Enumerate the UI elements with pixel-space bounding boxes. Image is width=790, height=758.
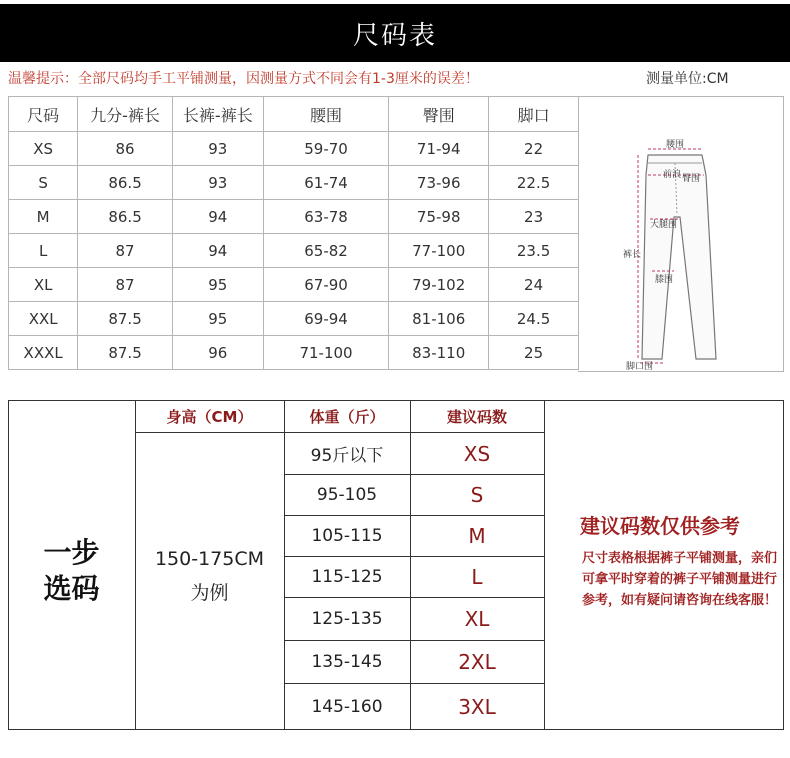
height-column-header: 身高（CM）: [166, 407, 253, 426]
table-cell: 87: [78, 234, 173, 268]
table-cell: 24: [489, 268, 579, 302]
table-cell: 95: [172, 268, 263, 302]
weight-cell: 145-160: [311, 697, 383, 717]
header-cell: 脚口: [489, 97, 579, 132]
size-cell: L: [471, 565, 483, 589]
table-cell: 94: [172, 234, 263, 268]
table-cell: 69-94: [263, 302, 388, 336]
size-column-header: 建议码数: [446, 407, 507, 426]
table-cell: 22: [489, 132, 579, 166]
table-cell: XL: [9, 268, 78, 302]
diagram-label-hem: 脚口围: [626, 362, 654, 372]
table-cell: 23: [489, 200, 579, 234]
weight-cell: 105-115: [311, 526, 383, 546]
diagram-label-waist: 腰围: [666, 140, 685, 150]
weight-cell: 135-145: [311, 652, 383, 672]
header-cell: 长裤-裤长: [172, 97, 263, 132]
diagram-label-length: 裤长: [623, 250, 642, 260]
size-cell: 2XL: [458, 650, 496, 674]
table-row: [9, 166, 579, 200]
table-cell: 79-102: [389, 268, 489, 302]
table-cell: S: [9, 166, 78, 200]
table-cell: 59-70: [263, 132, 388, 166]
pants-illustration: [578, 97, 784, 373]
height-range-value: 150-175CM: [154, 548, 265, 570]
pants-measurement-diagram: [578, 96, 784, 372]
size-cell: M: [468, 524, 486, 548]
table-cell: 83-110: [389, 336, 489, 370]
table-cell: 65-82: [263, 234, 388, 268]
size-cell: S: [470, 483, 484, 507]
table-row: [9, 200, 579, 234]
table-cell: 93: [172, 166, 263, 200]
weight-cell: 125-135: [311, 609, 383, 629]
table-cell: 75-98: [389, 200, 489, 234]
table-cell: 94: [172, 200, 263, 234]
table-cell: 24.5: [489, 302, 579, 336]
table-cell: 73-96: [389, 166, 489, 200]
table-cell: L: [9, 234, 78, 268]
header-cell: 腰围: [263, 97, 388, 132]
table-cell: 61-74: [263, 166, 388, 200]
measurement-notice: 温馨提示：全部尺码均手工平铺测量，因测量方式不同会有1-3厘米的误差！: [8, 71, 479, 87]
table-row: [9, 336, 579, 370]
table-row: [9, 302, 579, 336]
table-cell: 86: [78, 132, 173, 166]
table-cell: XXXL: [9, 336, 78, 370]
size-cell: XL: [464, 607, 490, 631]
size-table-header: [9, 97, 579, 132]
table-cell: 71-100: [263, 336, 388, 370]
table-cell: M: [9, 200, 78, 234]
weight-cell: 95斤以下: [310, 446, 384, 466]
one-step-size-label: [8, 535, 135, 607]
table-cell: 77-100: [389, 234, 489, 268]
table-cell: 93: [172, 132, 263, 166]
header-cell: 九分-裤长: [78, 97, 173, 132]
diagram-label-knee: 膝围: [655, 275, 674, 285]
header-cell: 尺码: [9, 97, 78, 132]
table-cell: 95: [172, 302, 263, 336]
table-cell: 86.5: [78, 200, 173, 234]
measurement-unit: 测量单位:CM: [646, 71, 729, 87]
table-cell: 22.5: [489, 166, 579, 200]
weight-cell: 115-125: [311, 567, 383, 587]
size-table: [8, 96, 579, 370]
table-cell: 81-106: [389, 302, 489, 336]
table-cell: 87: [78, 268, 173, 302]
recommendation-note-title: 建议码数仅供参考: [580, 514, 740, 538]
table-cell: 96: [172, 336, 263, 370]
header-cell: 臀围: [389, 97, 489, 132]
table-cell: 25: [489, 336, 579, 370]
table-cell: 23.5: [489, 234, 579, 268]
table-cell: XS: [9, 132, 78, 166]
weight-column-header: 体重（斤）: [309, 407, 385, 426]
size-cell: 3XL: [458, 695, 496, 719]
one-step-size-label-line1: 一步: [43, 536, 100, 569]
recommendation-note-body: 尺寸表格根据裤子平铺测量，亲们可拿平时穿着的裤子平铺测量进行参考，如有疑问请咨询在线客服！: [582, 551, 778, 608]
table-cell: 86.5: [78, 166, 173, 200]
one-step-size-label-line2: 选码: [43, 572, 100, 605]
table-cell: 63-78: [263, 200, 388, 234]
height-range: [135, 540, 284, 612]
table-cell: 87.5: [78, 302, 173, 336]
table-cell: XXL: [9, 302, 78, 336]
table-cell: 71-94: [389, 132, 489, 166]
diagram-label-thigh: 大腿围: [650, 220, 678, 230]
height-range-note: 为例: [190, 582, 229, 604]
page-title: 尺码表: [0, 4, 790, 62]
table-cell: 87.5: [78, 336, 173, 370]
table-row: [9, 132, 579, 166]
diagram-label-hip: 臀围: [682, 174, 701, 184]
weight-cell: 95-105: [316, 485, 378, 505]
table-row: [9, 234, 579, 268]
table-row: [9, 268, 579, 302]
size-cell: XS: [463, 441, 491, 466]
table-cell: 67-90: [263, 268, 388, 302]
diagram-label-front-rise: 前浪: [663, 170, 682, 180]
